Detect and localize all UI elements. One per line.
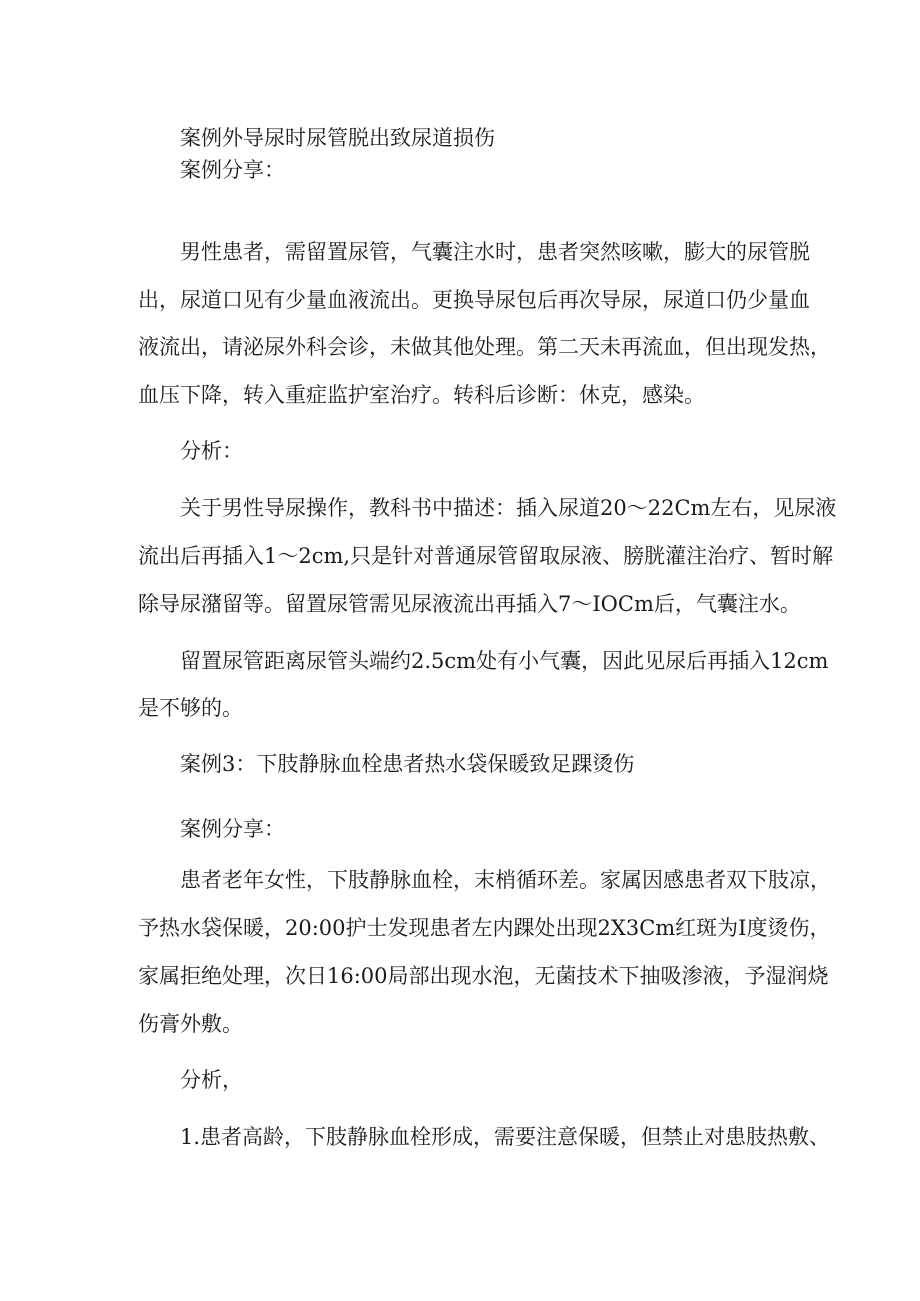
paragraph-line: 伤膏外敷。 — [138, 1012, 243, 1036]
case-title-1: 案例外导尿时尿管脱出致尿道损伤 — [180, 126, 495, 150]
case-share-heading-2: 案例分享： — [180, 817, 285, 841]
paragraph-line: 1.患者高龄，下肢静脉血栓形成，需要注意保暖，但禁止对患肢热敷、 — [180, 1125, 831, 1149]
case-title-3: 案例3：下肢静脉血栓患者热水袋保暖致足踝烫伤 — [180, 752, 635, 776]
paragraph-line: 男性患者，需留置尿管，气囊注水时，患者突然咳嗽，膨大的尿管脱 — [180, 240, 810, 264]
paragraph-line: 是不够的。 — [138, 696, 243, 720]
paragraph-line: 液流出，请泌尿外科会诊，未做其他处理。第二天未再流血，但出现发热， — [138, 335, 831, 359]
paragraph-line: 出，尿道口见有少量血液流出。更换导尿包后再次导尿，尿道口仍少量血 — [138, 288, 810, 312]
case-share-heading-1: 案例分享： — [180, 158, 285, 182]
paragraph-line: 家属拒绝处理，次日16:00局部出现水泡，无菌技术下抽吸渗液，予湿润烧 — [138, 964, 829, 988]
paragraph-line: 留置尿管距离尿管头端约2.5cm处有小气囊，因此见尿后再插入12cm — [180, 649, 829, 673]
analysis-heading-2: 分析， — [180, 1068, 243, 1092]
paragraph-line: 予热水袋保暖，20:00护士发现患者左内踝处出现2X3Cm红斑为I度烫伤， — [138, 916, 831, 940]
analysis-heading-1: 分析： — [180, 439, 243, 463]
paragraph-line: 流出后再插入1〜2cm,只是针对普通尿管留取尿液、膀胱灌注治疗、暂时解 — [138, 544, 834, 568]
paragraph-line: 患者老年女性，下肢静脉血栓，末梢循环差。家属因感患者双下肢凉， — [180, 868, 831, 892]
paragraph-line: 关于男性导尿操作，教科书中描述：插入尿道20〜22Cm左右，见尿液 — [180, 496, 837, 520]
paragraph-line: 血压下降，转入重症监护室治疗。转科后诊断：休克，感染。 — [138, 383, 705, 407]
paragraph-line: 除导尿潴留等。留置尿管需见尿液流出再插入7〜IOCm后，气囊注水。 — [138, 592, 801, 616]
